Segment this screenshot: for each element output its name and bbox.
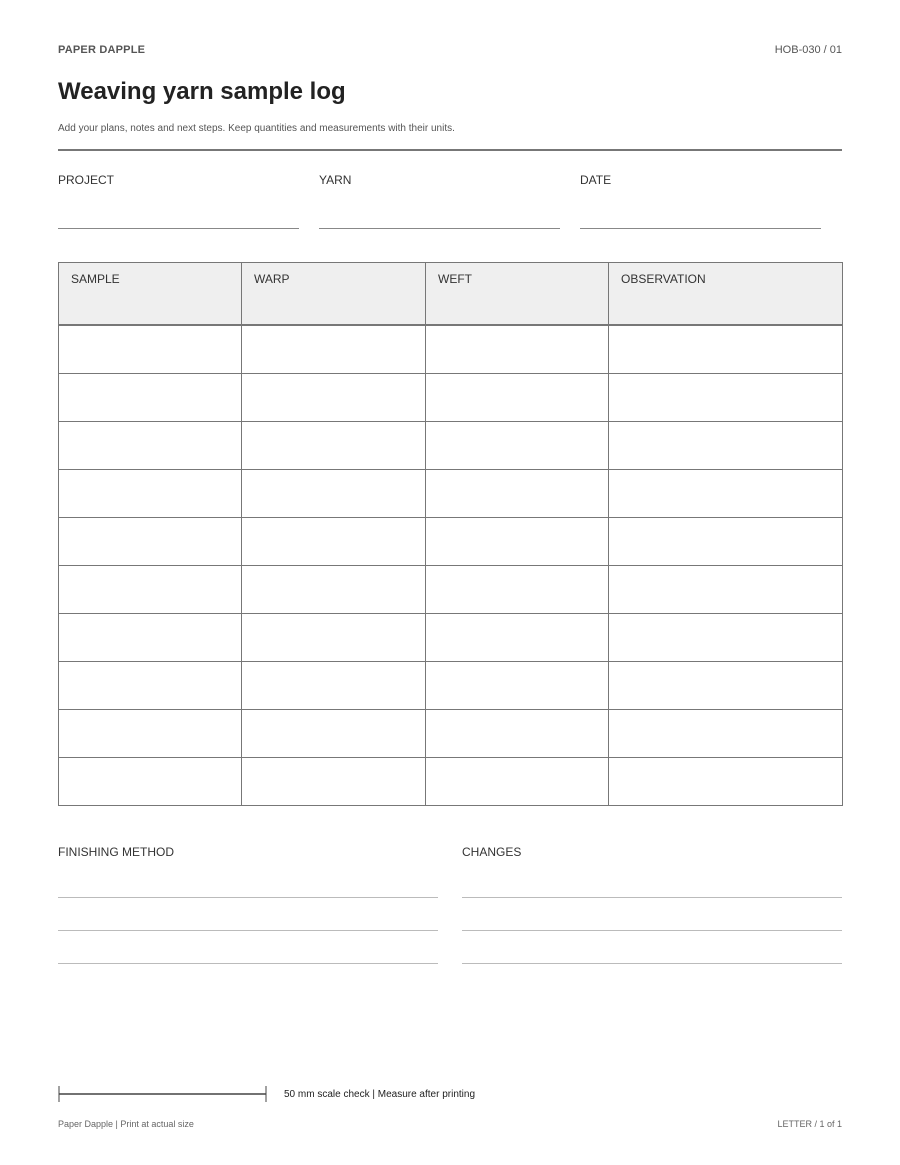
brand-name: PAPER DAPPLE	[58, 44, 146, 56]
cell-warp[interactable]	[242, 469, 426, 517]
cell-warp[interactable]	[242, 709, 426, 757]
cell-weft[interactable]	[426, 469, 609, 517]
page-subtitle: Add your plans, notes and next steps. Keep quantities and measurements with their units.	[58, 123, 455, 134]
changes-line[interactable]	[462, 930, 842, 931]
cell-weft[interactable]	[426, 325, 609, 374]
changes-line[interactable]	[462, 897, 842, 898]
cell-observation[interactable]	[609, 709, 843, 757]
cell-weft[interactable]	[426, 517, 609, 565]
cell-observation[interactable]	[609, 373, 843, 421]
scale-bar-icon	[58, 1086, 267, 1102]
cell-observation[interactable]	[609, 613, 843, 661]
table-row	[59, 661, 843, 709]
table-row	[59, 469, 843, 517]
cell-sample[interactable]	[59, 373, 242, 421]
finishing-method-line[interactable]	[58, 963, 438, 964]
yarn-label: YARN	[319, 173, 352, 187]
cell-weft[interactable]	[426, 757, 609, 805]
cell-observation[interactable]	[609, 757, 843, 805]
finishing-method-line[interactable]	[58, 930, 438, 931]
cell-sample[interactable]	[59, 709, 242, 757]
cell-sample[interactable]	[59, 757, 242, 805]
changes-label: CHANGES	[462, 845, 522, 859]
scale-check-text: 50 mm scale check | Measure after printing	[284, 1089, 476, 1100]
cell-sample[interactable]	[59, 613, 242, 661]
header-divider	[58, 149, 842, 151]
document-id: HOB-030 / 01	[774, 44, 842, 56]
cell-weft[interactable]	[426, 613, 609, 661]
page-title: Weaving yarn sample log	[58, 78, 346, 105]
changes-line[interactable]	[462, 963, 842, 964]
cell-weft[interactable]	[426, 709, 609, 757]
cell-sample[interactable]	[59, 661, 242, 709]
column-header-weft: WEFT	[426, 263, 609, 325]
project-label: PROJECT	[58, 173, 115, 187]
cell-sample[interactable]	[59, 469, 242, 517]
table-row	[59, 757, 843, 805]
cell-sample[interactable]	[59, 421, 242, 469]
cell-observation[interactable]	[609, 661, 843, 709]
cell-sample[interactable]	[59, 565, 242, 613]
footer-note: Paper Dapple | Print at actual size	[58, 1119, 194, 1129]
date-field[interactable]	[580, 228, 821, 229]
table-row	[59, 421, 843, 469]
cell-warp[interactable]	[242, 517, 426, 565]
cell-sample[interactable]	[59, 325, 242, 374]
cell-weft[interactable]	[426, 421, 609, 469]
yarn-field[interactable]	[319, 228, 560, 229]
column-header-warp: WARP	[242, 263, 426, 325]
cell-observation[interactable]	[609, 469, 843, 517]
column-header-sample: SAMPLE	[59, 263, 242, 325]
cell-observation[interactable]	[609, 325, 843, 374]
table-row	[59, 373, 843, 421]
cell-warp[interactable]	[242, 757, 426, 805]
cell-warp[interactable]	[242, 373, 426, 421]
cell-warp[interactable]	[242, 661, 426, 709]
column-header-observation: OBSERVATION	[609, 263, 843, 325]
cell-sample[interactable]	[59, 517, 242, 565]
cell-observation[interactable]	[609, 517, 843, 565]
sample-log-table	[58, 262, 843, 806]
cell-observation[interactable]	[609, 565, 843, 613]
cell-warp[interactable]	[242, 421, 426, 469]
table-header-row	[59, 263, 843, 325]
date-label: DATE	[580, 173, 612, 187]
table-row	[59, 325, 843, 374]
table-row	[59, 613, 843, 661]
cell-warp[interactable]	[242, 565, 426, 613]
cell-weft[interactable]	[426, 661, 609, 709]
table-body	[59, 325, 843, 806]
finishing-method-line[interactable]	[58, 897, 438, 898]
project-field[interactable]	[58, 228, 299, 229]
table-row	[59, 709, 843, 757]
cell-warp[interactable]	[242, 325, 426, 374]
cell-weft[interactable]	[426, 373, 609, 421]
cell-observation[interactable]	[609, 421, 843, 469]
table-row	[59, 517, 843, 565]
cell-weft[interactable]	[426, 565, 609, 613]
finishing-method-label: FINISHING METHOD	[58, 845, 174, 859]
cell-warp[interactable]	[242, 613, 426, 661]
table-row	[59, 565, 843, 613]
page-number: LETTER / 1 of 1	[777, 1119, 842, 1129]
